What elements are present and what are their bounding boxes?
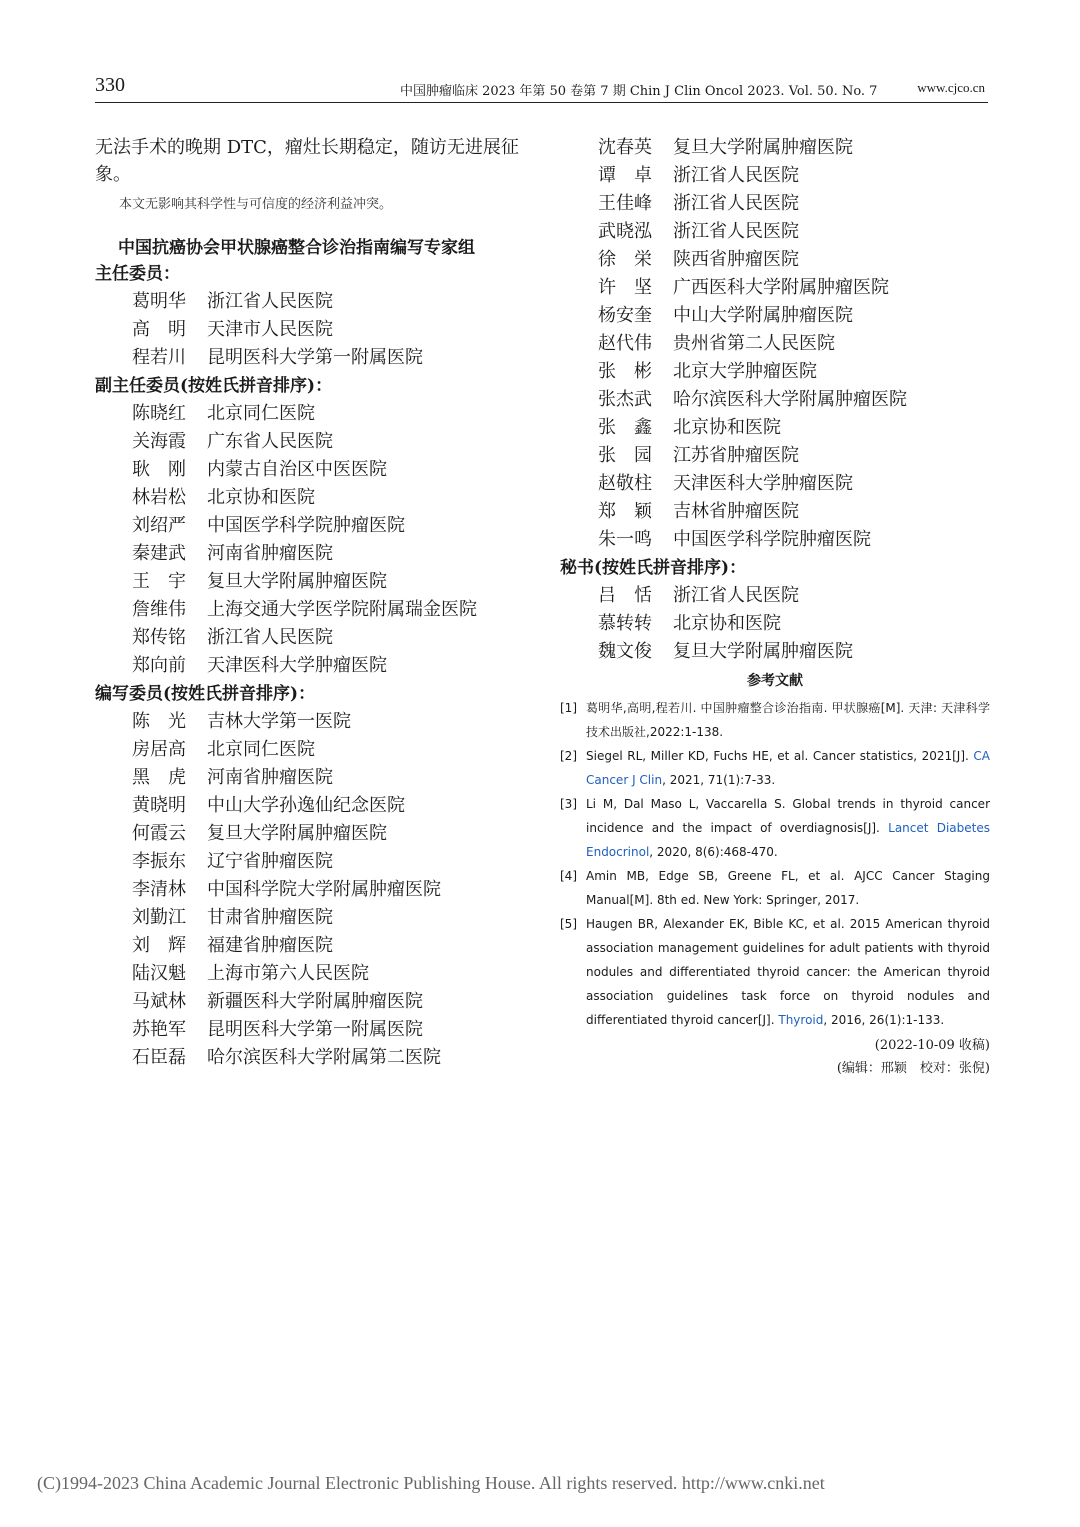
member-institution: 昆明医科大学第一附属医院 <box>207 347 423 368</box>
member-name: 武晓泓 <box>598 221 652 242</box>
member-institution: 中山大学附属肿瘤医院 <box>673 305 853 326</box>
member-row <box>95 932 525 960</box>
member-name: 杨安奎 <box>598 305 652 326</box>
member-institution: 辽宁省肿瘤医院 <box>207 851 333 872</box>
reference-text <box>586 696 990 744</box>
editors-note: (编辑：邢颖 校对：张倪) <box>836 1061 990 1076</box>
writers-list-continued <box>560 134 990 554</box>
member-name: 高 明 <box>132 319 186 340</box>
reference-item <box>560 792 990 864</box>
member-name: 黄晓明 <box>132 795 186 816</box>
copyright-footer: (C)1994-2023 China Academic Journal Electronic Publishing House. All rights reserved. http://www.cnki.net <box>37 1473 825 1493</box>
member-row <box>95 316 525 344</box>
member-row <box>95 400 525 428</box>
reference-text <box>586 744 990 792</box>
member-institution: 浙江省人民医院 <box>207 627 333 648</box>
member-institution: 北京大学肿瘤医院 <box>673 361 817 382</box>
member-row <box>95 1044 525 1072</box>
member-institution: 陕西省肿瘤医院 <box>673 249 799 270</box>
member-name: 刘勤江 <box>132 907 186 928</box>
conflict-note: 本文无影响其科学性与可信度的经济利益冲突。 <box>119 197 393 212</box>
member-name: 张杰武 <box>598 389 652 410</box>
member-name: 房居高 <box>132 739 186 760</box>
reference-text <box>586 792 990 864</box>
member-name: 石臣磊 <box>132 1047 186 1068</box>
member-institution: 河南省肿瘤医院 <box>207 767 333 788</box>
reference-body: Amin MB, Edge SB, Greene FL, et al. AJCC Cancer Staging Manual[M]. 8th ed. New York: Springer, 2017. <box>586 869 990 907</box>
member-institution: 天津市人民医院 <box>207 319 333 340</box>
member-row <box>560 218 990 246</box>
member-institution: 复旦大学附属肿瘤医院 <box>673 137 853 158</box>
member-institution: 江苏省肿瘤医院 <box>673 445 799 466</box>
member-row <box>95 1016 525 1044</box>
member-name: 苏艳军 <box>132 1019 186 1040</box>
member-name: 沈春英 <box>598 137 652 158</box>
reference-journal-link[interactable]: Lancet Diabetes Endocrinol <box>586 821 990 859</box>
member-row <box>95 736 525 764</box>
member-name: 刘绍严 <box>132 515 186 536</box>
member-row <box>95 820 525 848</box>
member-row <box>560 330 990 358</box>
member-institution: 哈尔滨医科大学附属第二医院 <box>207 1047 441 1068</box>
member-row <box>560 190 990 218</box>
member-name: 王佳峰 <box>598 193 652 214</box>
member-name: 陆汉魁 <box>132 963 186 984</box>
member-row <box>95 988 525 1016</box>
member-name: 陈 光 <box>132 711 186 732</box>
reference-item <box>560 696 990 744</box>
member-row <box>95 624 525 652</box>
member-name: 程若川 <box>132 347 186 368</box>
member-institution: 复旦大学附属肿瘤医院 <box>207 571 387 592</box>
member-institution: 中国医学科学院肿瘤医院 <box>207 515 405 536</box>
member-name: 张 园 <box>598 445 652 466</box>
reference-body: Li M, Dal Maso L, Vaccarella S. Global trends in thyroid cancer incidence and the impact of overdiagnosis[J]. <box>586 797 990 835</box>
member-institution: 新疆医科大学附属肿瘤医院 <box>207 991 423 1012</box>
references-title: 参考文献 <box>747 673 803 689</box>
member-name: 何霞云 <box>132 823 186 844</box>
member-row <box>95 344 525 372</box>
member-row <box>560 302 990 330</box>
reference-text <box>586 864 990 912</box>
member-institution: 天津医科大学肿瘤医院 <box>207 655 387 676</box>
member-name: 张 彬 <box>598 361 652 382</box>
member-institution: 福建省肿瘤医院 <box>207 935 333 956</box>
journal-website: www.cjco.cn <box>917 80 985 95</box>
member-institution: 浙江省人民医院 <box>207 291 333 312</box>
reference-text <box>586 912 990 1032</box>
member-name: 慕转转 <box>598 613 652 634</box>
member-row <box>95 960 525 988</box>
member-row <box>95 876 525 904</box>
member-name: 赵敬柱 <box>598 473 652 494</box>
left-column <box>95 134 525 1072</box>
received-date: (2022-10-09 收稿) <box>874 1038 990 1053</box>
member-row <box>560 582 990 610</box>
member-institution: 北京同仁医院 <box>207 403 315 424</box>
vice-chairs-list <box>95 400 525 680</box>
member-name: 陈晓红 <box>132 403 186 424</box>
member-institution: 上海市第六人民医院 <box>207 963 369 984</box>
member-row <box>560 638 990 666</box>
member-row <box>95 596 525 624</box>
member-row <box>95 764 525 792</box>
member-row <box>95 652 525 680</box>
member-institution: 哈尔滨医科大学附属肿瘤医院 <box>673 389 907 410</box>
member-institution: 北京协和医院 <box>673 613 781 634</box>
reference-item <box>560 864 990 912</box>
member-name: 张 鑫 <box>598 417 652 438</box>
member-name: 李清林 <box>132 879 186 900</box>
member-name: 詹维伟 <box>132 599 186 620</box>
member-row <box>560 610 990 638</box>
member-name: 刘 辉 <box>132 935 186 956</box>
member-name: 林岩松 <box>132 487 186 508</box>
reference-number: [4] <box>560 869 577 883</box>
member-row <box>560 246 990 274</box>
page-number: 330 <box>95 74 125 96</box>
member-row <box>95 568 525 596</box>
member-row <box>95 484 525 512</box>
member-institution: 北京协和医院 <box>207 487 315 508</box>
member-institution: 甘肃省肿瘤医院 <box>207 907 333 928</box>
member-institution: 北京协和医院 <box>673 417 781 438</box>
member-name: 朱一鸣 <box>598 529 652 550</box>
member-row <box>560 134 990 162</box>
member-institution: 昆明医科大学第一附属医院 <box>207 1019 423 1040</box>
member-institution: 内蒙古自治区中医医院 <box>207 459 387 480</box>
writers-list <box>95 708 525 1072</box>
member-row <box>95 708 525 736</box>
reference-body: Haugen BR, Alexander EK, Bible KC, et al. 2015 American thyroid association management guidelines for adult patients with thyroid nodules and differentiated thyroid cancer: the American thyroid association guidelines task force on thyroid nodules and differentiated thyroid cancer[J]. <box>586 917 990 1027</box>
member-row <box>560 274 990 302</box>
member-name: 李振东 <box>132 851 186 872</box>
reference-number: [5] <box>560 917 577 931</box>
member-name: 黑 虎 <box>132 767 186 788</box>
member-name: 魏文俊 <box>598 641 652 662</box>
member-row <box>560 162 990 190</box>
member-row <box>95 512 525 540</box>
member-institution: 中国医学科学院肿瘤医院 <box>673 529 871 550</box>
member-institution: 贵州省第二人民医院 <box>673 333 835 354</box>
member-row <box>95 904 525 932</box>
member-name: 赵代伟 <box>598 333 652 354</box>
reference-number: [2] <box>560 749 577 763</box>
member-institution: 中山大学孙逸仙纪念医院 <box>207 795 405 816</box>
group-title: 中国抗癌协会甲状腺癌整合诊治指南编写专家组 <box>118 238 475 258</box>
member-name: 郑 颖 <box>598 501 652 522</box>
secretaries-label: 秘书(按姓氏拼音排序)： <box>560 558 747 578</box>
member-name: 马斌林 <box>132 991 186 1012</box>
member-row <box>95 792 525 820</box>
member-row <box>560 498 990 526</box>
right-column <box>560 134 990 1080</box>
reference-body: Siegel RL, Miller KD, Fuchs HE, et al. Cancer statistics, 2021[J]. <box>586 749 974 763</box>
member-institution: 浙江省人民医院 <box>673 165 799 186</box>
member-institution: 广东省人民医院 <box>207 431 333 452</box>
member-row <box>95 288 525 316</box>
member-name: 谭 卓 <box>598 165 652 186</box>
member-name: 耿 刚 <box>132 459 186 480</box>
member-row <box>560 470 990 498</box>
journal-citation: 中国肿瘤临床 2023 年第 50 卷第 7 期 Chin J Clin Oncol 2023. Vol. 50. No. 7 <box>400 84 878 99</box>
member-row <box>560 386 990 414</box>
member-institution: 北京同仁医院 <box>207 739 315 760</box>
reference-item <box>560 912 990 1032</box>
member-institution: 浙江省人民医院 <box>673 193 799 214</box>
reference-number: [3] <box>560 797 577 811</box>
reference-body: 葛明华,高明,程若川. 中国肿瘤整合诊治指南. 甲状腺癌[M]. 天津: 天津科学技术出版社,2022:1-138. <box>586 701 990 739</box>
member-institution: 复旦大学附属肿瘤医院 <box>207 823 387 844</box>
member-row <box>560 442 990 470</box>
member-name: 徐 栄 <box>598 249 652 270</box>
member-name: 关海霞 <box>132 431 186 452</box>
member-row <box>95 848 525 876</box>
member-institution: 复旦大学附属肿瘤医院 <box>673 641 853 662</box>
reference-number: [1] <box>560 701 577 715</box>
page-header <box>95 72 988 103</box>
member-institution: 浙江省人民医院 <box>673 221 799 242</box>
reference-tail: , 2020, 8(6):468-470. <box>649 845 778 859</box>
intro-paragraph: 无法手术的晚期 DTC，瘤灶长期稳定，随访无进展征象。 <box>95 137 519 185</box>
member-name: 王 宇 <box>132 571 186 592</box>
member-row <box>560 358 990 386</box>
reference-journal-link[interactable]: Thyroid <box>778 1013 824 1027</box>
chairs-list <box>95 288 525 372</box>
member-name: 秦建武 <box>132 543 186 564</box>
member-name: 郑向前 <box>132 655 186 676</box>
vice-chairs-label: 副主任委员(按姓氏拼音排序)： <box>95 376 333 396</box>
member-institution: 上海交通大学医学院附属瑞金医院 <box>207 599 477 620</box>
reference-item <box>560 744 990 792</box>
reference-tail: , 2021, 71(1):7-33. <box>662 773 776 787</box>
member-institution: 浙江省人民医院 <box>673 585 799 606</box>
references-list <box>560 696 990 1032</box>
member-institution: 吉林大学第一医院 <box>207 711 351 732</box>
member-institution: 河南省肿瘤医院 <box>207 543 333 564</box>
member-row <box>95 428 525 456</box>
member-name: 葛明华 <box>132 291 186 312</box>
member-row <box>95 456 525 484</box>
member-institution: 吉林省肿瘤医院 <box>673 501 799 522</box>
reference-tail: , 2016, 26(1):1-133. <box>823 1013 945 1027</box>
member-institution: 中国科学院大学附属肿瘤医院 <box>207 879 441 900</box>
member-row <box>95 540 525 568</box>
member-name: 许 坚 <box>598 277 652 298</box>
reference-journal-link[interactable]: CA Cancer J Clin <box>586 749 990 787</box>
member-row <box>560 526 990 554</box>
writers-label: 编写委员(按姓氏拼音排序)： <box>95 684 316 704</box>
chairs-label: 主任委员： <box>95 264 180 284</box>
member-institution: 天津医科大学肿瘤医院 <box>673 473 853 494</box>
secretaries-list <box>560 582 990 666</box>
member-name: 郑传铭 <box>132 627 186 648</box>
member-name: 吕 恬 <box>598 585 652 606</box>
member-row <box>560 414 990 442</box>
member-institution: 广西医科大学附属肿瘤医院 <box>673 277 889 298</box>
